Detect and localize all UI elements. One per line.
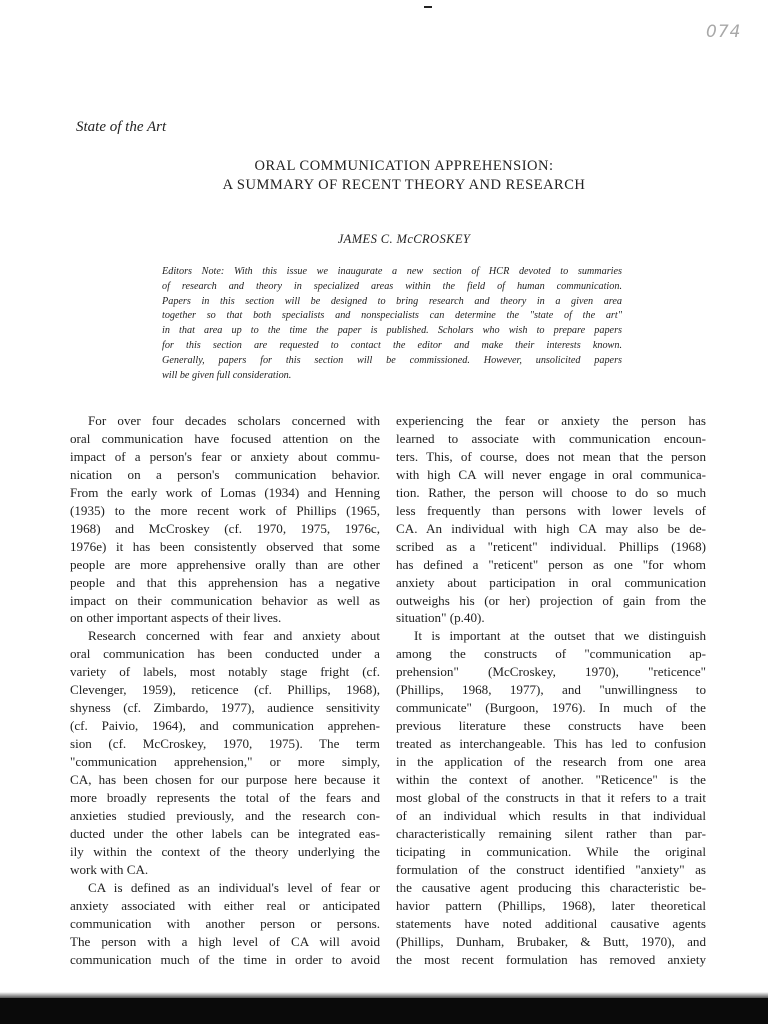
text-line: less frequently than persons with lower levels of xyxy=(396,502,706,518)
text-line: more broadly represents the total of the fears and xyxy=(70,790,380,806)
text-line: CA. An individual with high CA may also be de- xyxy=(396,520,706,536)
text-line: previous literature these constructs have been xyxy=(396,718,706,734)
text-line: 1968) and McCroskey (cf. 1970, 1975, 1976c, xyxy=(70,520,380,536)
text-line: statements have noted additional causative agents xyxy=(396,915,706,931)
text-line: work with CA. xyxy=(70,861,149,877)
text-line: the causative agent producing this characteristic be- xyxy=(396,879,706,895)
text-line: with high CA will never engage in oral communica- xyxy=(396,466,706,482)
text-line: most global of the constructs in that it refers to a trait xyxy=(396,790,706,806)
text-line: treated as interchangeable. This has led to confusion xyxy=(396,736,706,752)
text-line: impact on their communication behavior as well as xyxy=(70,592,380,608)
text-line: of an individual which results in that individual xyxy=(396,807,706,823)
editors-note-line: for this section are requested to contact the editor and make their interests known. xyxy=(162,339,622,351)
text-line: sion (cf. McCroskey, 1970, 1975). The term xyxy=(70,736,380,752)
text-line: (cf. Paivio, 1964), and communication apprehen- xyxy=(70,718,380,734)
editors-note-line: together so that both specialists and nonspecialists can determine the "state of the art" xyxy=(162,310,622,322)
text-line: in the application of the research from one area xyxy=(396,754,706,770)
editors-note-line: will be given full consideration. xyxy=(162,369,292,381)
editors-note xyxy=(162,265,622,383)
text-line: prehension" (McCroskey, 1970), "reticence" xyxy=(396,664,706,680)
text-line: (1935) to the more recent work of Phillips (1965, xyxy=(70,502,380,518)
text-line: anxiety about participation in oral communication xyxy=(396,574,706,590)
text-line: variety of labels, most notably stage fright (cf. xyxy=(70,664,380,680)
text-line: Research concerned with fear and anxiety about xyxy=(88,628,380,644)
scan-mark xyxy=(424,6,432,8)
text-line: ticipating in communication. While the original xyxy=(396,843,706,859)
text-line: communication much of the time in order to avoid xyxy=(70,951,380,967)
text-line: the most recent formulation has removed anxiety xyxy=(396,951,706,967)
text-line: ducted under the other labels can be integrated eas- xyxy=(70,825,380,841)
text-line: ters. This, of course, does not mean that the person xyxy=(396,448,706,464)
article-title-line-2: A SUMMARY OF RECENT THEORY AND RESEARCH xyxy=(222,177,586,193)
text-line: (Phillips, Dunham, Brubaker, & Butt, 1970), and xyxy=(396,933,706,949)
text-line: The person with a high level of CA will avoid xyxy=(70,933,380,949)
body-column-right xyxy=(396,412,706,969)
text-line: communication with another person or persons. xyxy=(70,915,380,931)
text-line: outweighs his (or her) projection of gain from the xyxy=(396,592,706,608)
text-line: formulation of the construct identified "anxiety" as xyxy=(396,861,706,877)
text-line: oral communication have focused attention on the xyxy=(70,430,380,446)
text-line: 1976e) it has been consistently observed that some xyxy=(70,538,380,554)
section-label: State of the Art xyxy=(76,119,167,135)
text-line: situation" (p.40). xyxy=(396,610,485,626)
text-line: CA, has been chosen for our purpose here because it xyxy=(70,772,380,788)
author-name: JAMES C. McCROSKEY xyxy=(337,232,471,246)
text-line: havior pattern (Phillips, 1968), later theoretical xyxy=(396,897,706,913)
text-line: anxieties studied previously, and the research con- xyxy=(70,807,380,823)
editors-note-line: Generally, papers for this section will be commissioned. However, unsolicited papers xyxy=(162,354,622,366)
text-line: "communication apprehension," or more simply, xyxy=(70,754,380,770)
handwritten-page-number: 074 xyxy=(706,22,742,42)
text-line: It is important at the outset that we distinguish xyxy=(414,628,706,644)
text-line: scribed as a "reticent" individual. Phillips (1968) xyxy=(396,538,706,554)
body-column-left xyxy=(70,412,380,969)
text-line: within the context of another. "Reticence" is the xyxy=(396,772,706,788)
text-line: has defined a "reticent" person as one "for whom xyxy=(396,556,706,572)
text-line: shyness (cf. Zimbardo, 1977), audience sensitivity xyxy=(70,700,380,716)
text-line: impact of a person's fear or anxiety about commu- xyxy=(70,448,380,464)
text-line: experiencing the fear or anxiety the person has xyxy=(396,413,706,428)
article-title-line-1: ORAL COMMUNICATION APPREHENSION: xyxy=(254,158,554,174)
text-line: nication on a person's communication behavior. xyxy=(70,466,380,482)
text-line: people and that this apprehension has a negative xyxy=(70,574,380,590)
text-line: anxiety associated with either real or anticipated xyxy=(70,897,380,913)
editors-note-line: Editors Note: With this issue we inaugurate a new section of HCR devoted to summaries xyxy=(162,266,622,277)
text-line: For over four decades scholars concerned with xyxy=(88,413,380,428)
scan-bottom-border xyxy=(0,998,768,1024)
text-line: oral communication has been conducted under a xyxy=(70,646,380,662)
text-line: people are more apprehensive orally than are other xyxy=(70,556,380,572)
text-line: among the constructs of "communication ap- xyxy=(396,646,706,662)
text-line: communicate" (Burgoon, 1976). In much of the xyxy=(396,700,706,716)
editors-note-line: in that area up to the time the paper is published. Scholars who wish to prepare papers xyxy=(162,325,622,337)
text-line: tion. Rather, the person will choose to do so much xyxy=(396,484,706,500)
text-line: on other important aspects of their lives. xyxy=(70,610,282,626)
text-line: characteristically remaining silent rather than par- xyxy=(396,825,706,841)
text-line: Clevenger, 1959), reticence (cf. Phillips, 1968), xyxy=(70,682,380,698)
text-line: learned to associate with communication encoun- xyxy=(396,430,706,446)
text-line: CA is defined as an individual's level of fear or xyxy=(88,879,380,895)
editors-note-line: of research and theory in specialized areas within the field of human communication. xyxy=(162,280,622,292)
text-line: ily within the context of the theory underlying the xyxy=(70,843,380,859)
editors-note-line: Papers in this section will be designed to bring research and theory in a given area xyxy=(162,295,622,307)
text-line: (Phillips, 1968, 1977), and "unwillingness to xyxy=(396,682,706,698)
text-line: From the early work of Lomas (1934) and Henning xyxy=(70,484,380,500)
